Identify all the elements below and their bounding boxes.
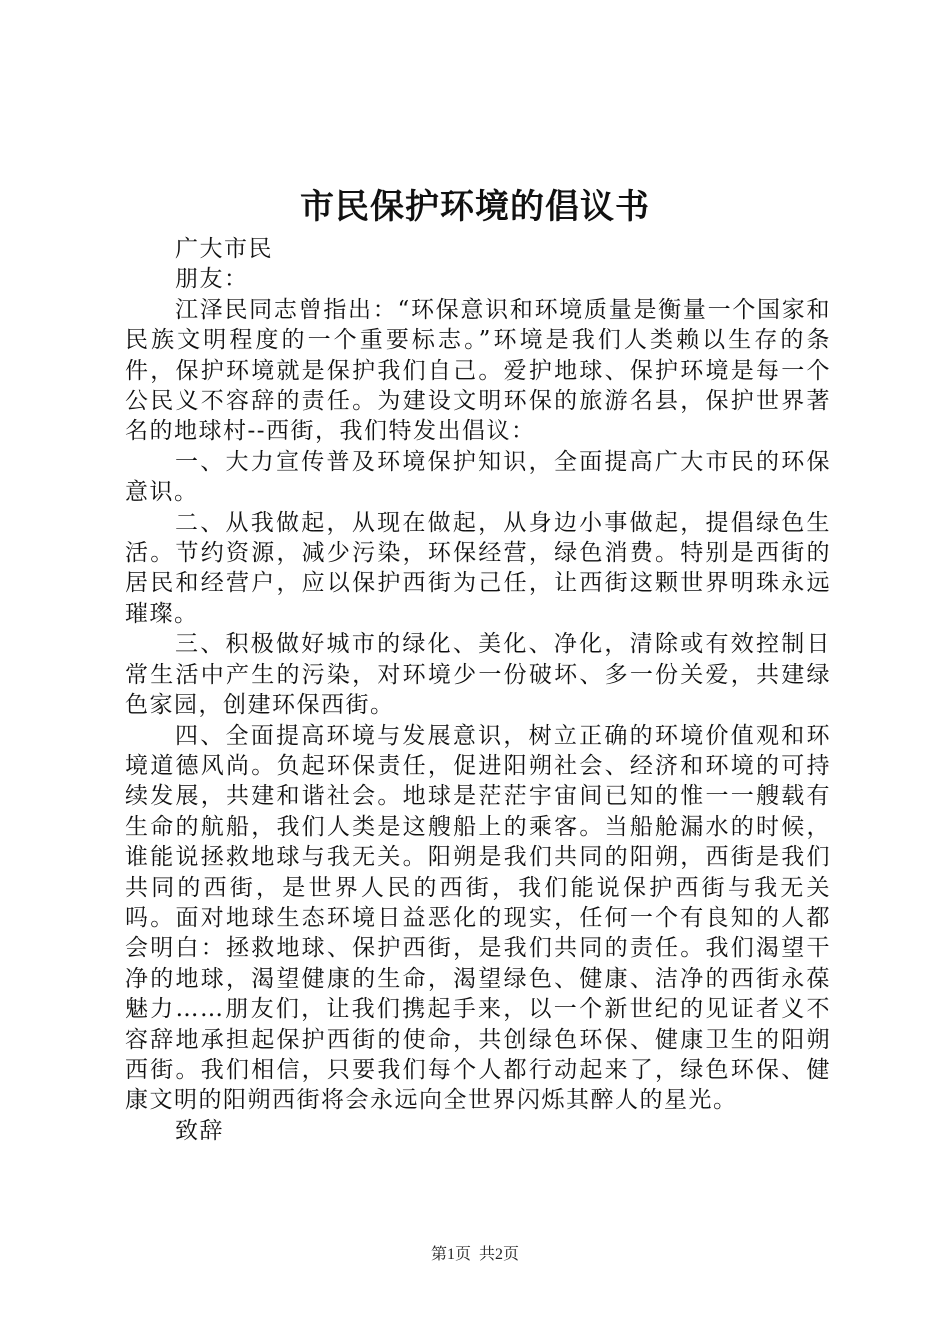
paragraph-intro: 江泽民同志曾指出：“环保意识和环境质量是衡量一个国家和民族文明程度的一个重要标志。”环境是我们人类赖以生存的条件，保护环境就是保护我们自己。爱护地球、保护环境是每一个公民义不容辞的责任。为建设文明环保的旅游名县，保护世界著名的地球村--西街，我们特发出倡议： — [125, 296, 831, 445]
paragraph-proposal-2: 二、从我做起，从现在做起，从身边小事做起，提倡绿色生活。节约资源，减少污染，环保经营，绿色消费。特别是西街的居民和经营户，应以保护西街为己任，让西街这颗世界明珠永远璀璨。 — [125, 509, 831, 627]
salutation-line-1: 广大市民 — [175, 236, 273, 262]
document-body — [125, 234, 831, 1146]
page-number-total: 共2页 — [479, 1246, 520, 1263]
salutation-line-2: 朋友： — [175, 266, 249, 293]
paragraph-proposal-1: 一、大力宣传普及环境保护知识，全面提高广大市民的环保意识。 — [125, 448, 831, 506]
paragraph-proposal-4: 四、全面提高环境与发展意识，树立正确的环境价值观和环境道德风尚。负起环保责任，促进阳朔社会、经济和环境的可持续发展，共建和谐社会。地球是茫茫宇宙间已知的惟一一艘载有生命的航船，我们人类是这艘船上的乘客。当船舱漏水的时候，谁能说拯救地球与我无关。阳朔是我们共同的阳朔，西街是我们共同的西街，是世界人民的西街，我们能说保护西街与我无关吗。面对地球生态环境日益恶化的现实，任何一个有良知的人都会明白：拯救地球、保护西街，是我们共同的责任。我们渴望干净的地球，渴望健康的生命，渴望绿色、健康、洁净的西街永葆魅力……朋友们，让我们携起手来，以一个新世纪的见证者义不容辞地承担起保护西街的使命，共创绿色环保、健康卫生的阳朔西街。我们相信，只要我们每个人都行动起来了，绿色环保、健康文明的阳朔西街将会永远向全世界闪烁其醉人的星光。 — [125, 722, 831, 1114]
paragraph-proposal-3: 三、积极做好城市的绿化、美化、净化，清除或有效控制日常生活中产生的污染，对环境少一份破坏、多一份关爱，共建绿色家园，创建环保西街。 — [125, 631, 831, 719]
page-number-current: 第1页 — [430, 1246, 471, 1263]
page-footer — [0, 1243, 950, 1267]
closing-line: 致辞 — [175, 1117, 224, 1144]
document-title: 市民保护环境的倡议书 — [300, 187, 650, 227]
